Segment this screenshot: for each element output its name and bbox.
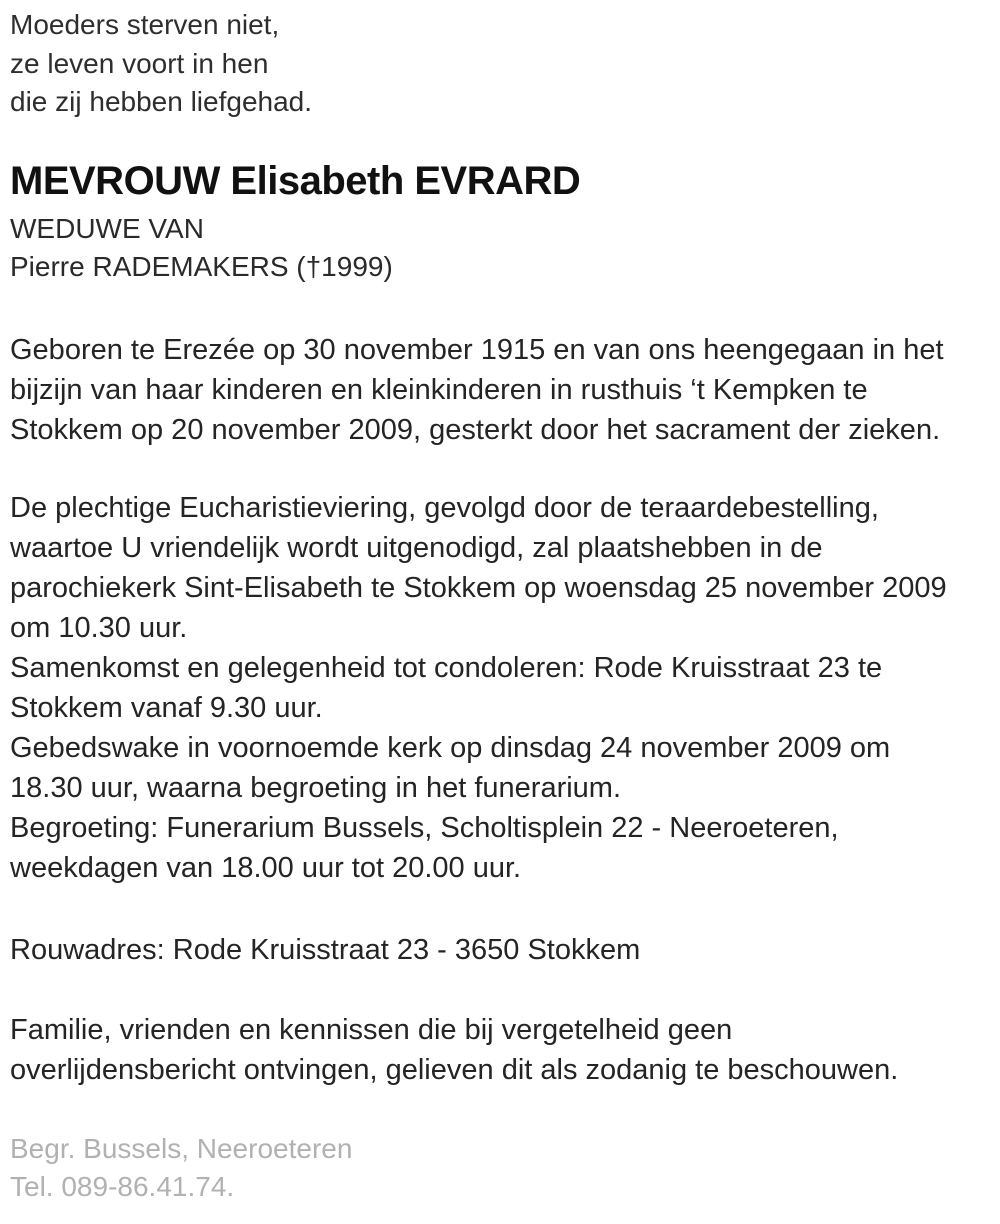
notice-line: overlijdensbericht ontvingen, gelieven dit als zodanig te beschouwen. <box>10 1053 899 1086</box>
life-paragraph <box>10 330 1000 450</box>
service-line: weekdagen van 18.00 uur tot 20.00 uur. <box>10 851 522 884</box>
service-line: 18.30 uur, waarna begroeting in het funerarium. <box>10 771 622 804</box>
epigraph-line: die zij hebben liefgehad. <box>10 86 313 117</box>
service-line: Samenkomst en gelegenheid tot condoleren: Rode Kruisstraat 23 te <box>10 651 883 684</box>
undertaker-name: Begr. Bussels, Neeroeteren <box>10 1132 353 1164</box>
service-line: Begroeting: Funerarium Bussels, Scholtisplein 22 - Neeroeteren, <box>10 811 839 844</box>
service-line: waartoe U vriendelijk wordt uitgenodigd, zal plaatshebben in de <box>10 531 823 564</box>
life-line: bijzijn van haar kinderen en kleinkinderen in rusthuis ‘t Kempken te <box>10 373 868 406</box>
relation-label: WEDUWE VAN <box>10 212 204 244</box>
epigraph-line: ze leven voort in hen <box>10 47 269 79</box>
epigraph-poem <box>10 6 1000 122</box>
service-line: Gebedswake in voornoemde kerk op dinsdag 24 november 2009 om <box>10 731 891 764</box>
life-line: Stokkem op 20 november 2009, gesterkt door het sacrament der zieken. <box>10 413 941 446</box>
service-line: Stokkem vanaf 9.30 uur. <box>10 691 323 724</box>
mourning-address: Rouwadres: Rode Kruisstraat 23 - 3650 Stokkem <box>10 933 641 966</box>
service-paragraph <box>10 488 1000 888</box>
undertaker-footer <box>10 1130 1000 1206</box>
life-line: Geboren te Erezée op 30 november 1915 en van ons heengegaan in het <box>10 333 944 366</box>
epigraph-line: Moeders sterven niet, <box>10 9 280 40</box>
deceased-subtitle <box>10 210 1000 286</box>
service-line: parochiekerk Sint-Elisabeth te Stokkem op woensdag 25 november 2009 <box>10 571 947 604</box>
undertaker-phone: Tel. 089-86.41.74. <box>10 1170 235 1202</box>
service-line: De plechtige Eucharistieviering, gevolgd door de teraardebestelling, <box>10 491 879 524</box>
notice-paragraph <box>10 1010 1000 1090</box>
notice-line: Familie, vrienden en kennissen die bij vergetelheid geen <box>10 1013 733 1046</box>
deceased-name-title: MEVROUW Elisabeth EVRARD <box>10 158 581 203</box>
spouse-name: Pierre RADEMAKERS (†1999) <box>10 250 393 282</box>
service-line: om 10.30 uur. <box>10 611 188 644</box>
